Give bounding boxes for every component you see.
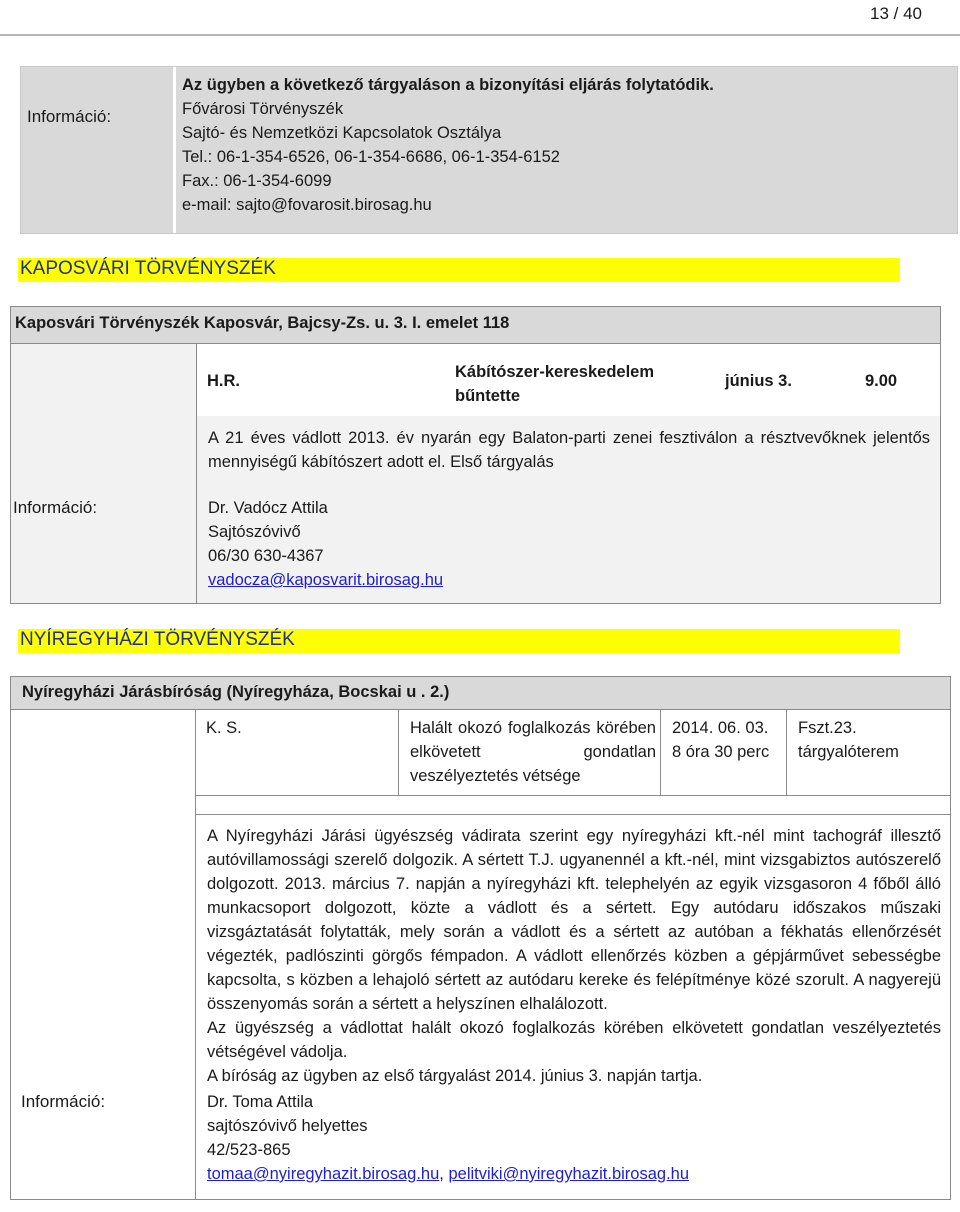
hearing-time: 8 óra 30 perc xyxy=(672,743,770,761)
info-content xyxy=(176,67,957,233)
press-office-line: Fővárosi Törvényszék xyxy=(182,100,344,118)
contact-email-link[interactable]: tomaa@nyiregyhazit.birosag.hu xyxy=(207,1165,440,1183)
defendant-initials: H.R. xyxy=(207,372,240,390)
press-office-line: Tel.: 06-1-354-6526, 06-1-354-6686, 06-1-354-6152 xyxy=(182,148,560,166)
info-block-1 xyxy=(20,66,958,234)
case-crime: Halált okozó foglalkozás körében elkövetett gondatlan veszélyeztetés vétsége xyxy=(410,719,656,785)
hearing-room: tárgyalóterem xyxy=(798,743,899,761)
info-heading: Az ügyben a következő tárgyaláson a bizonyítási eljárás folytatódik. xyxy=(182,76,714,94)
hearing-date: június 3. xyxy=(725,372,792,390)
info-label: Információ: xyxy=(21,1092,106,1111)
press-office-line: e-mail: sajto@fovarosit.birosag.hu xyxy=(182,196,432,214)
contact-role: sajtószóvivő helyettes xyxy=(207,1117,368,1135)
contact-email-link[interactable]: vadocza@kaposvarit.birosag.hu xyxy=(208,571,444,589)
contact-emails xyxy=(207,1162,937,1186)
description-paragraph: Az ügyészség a vádlottat halált okozó foglalkozás körében elkövetett gondatlan veszélyeztetés vétségével vádolja. xyxy=(207,1019,941,1061)
defendant-initials: K. S. xyxy=(206,719,242,737)
press-contact xyxy=(208,496,708,592)
case-crime: Kábítószer-kereskedelem bűntette xyxy=(455,363,655,405)
info-label: Információ: xyxy=(21,67,173,233)
description-paragraph: A bíróság az ügyben az első tárgyalást 2014. június 3. napján tartja. xyxy=(207,1067,703,1085)
case-description xyxy=(207,824,941,1088)
court-location: Kaposvári Törvényszék Kaposvár, Bajcsy-Zs. u. 3. I. emelet 118 xyxy=(10,306,941,344)
info-label: Információ: xyxy=(13,498,98,517)
case-table xyxy=(10,343,941,604)
cell-divider xyxy=(786,710,787,795)
contact-phone: 06/30 630-4367 xyxy=(208,547,324,565)
court-title: NYÍREGYHÁZI TÖRVÉNYSZÉK xyxy=(18,629,900,653)
court-location: Nyíregyházi Járásbíróság (Nyíregyháza, Bocskai u . 2.) xyxy=(10,676,951,710)
case-details xyxy=(197,344,940,416)
press-office-line: Fax.: 06-1-354-6099 xyxy=(182,172,332,190)
page-number: 13 / 40 xyxy=(870,4,922,23)
contact-phone: 42/523-865 xyxy=(207,1141,291,1159)
case-details xyxy=(196,710,950,795)
hearing-time: 9.00 xyxy=(865,372,898,390)
hearing-room: Fszt.23. xyxy=(798,719,857,737)
row-divider xyxy=(196,814,950,815)
description-paragraph: A Nyíregyházi Járási ügyészség vádirata szerint egy nyíregyházi kft.-nél mint tachográf illesztő autóvillamossági szerelő dolgozik. A sértett T.J. ugyanennél a kft.-nél, mint vizsgabiztos autószerelő dolgozott. 2013. március 7. napján a nyíregyházi kft. telephelyén az egyik vizsgasoron 4 főből álló munkacsoport dolgozott, közte a vádlott és a sértett. Egy autódaru időszakos műszaki vizsgáztatását folytatták, mely során a vádlott és a sértett az autóban a fékhatás ellenőrzését végezték, padlószinti görgős fémpadon. A vádlott ellenőrzés közben a gépjárművet sebességbe kapcsolta, s közben a lehajoló sértett az autódaru kereke és felépítménye közé szorult. A nagyerejü összenyomás során a sértett a helyszínen elhalálozott. xyxy=(207,827,941,1013)
hearing-date: 2014. 06. 03. xyxy=(672,719,769,737)
case-description: A 21 éves vádlott 2013. év nyarán egy Balaton-parti zenei fesztiválon a résztvevőknek jelentős mennyiségű kábítószert adott el. Első tárgyalás xyxy=(208,429,930,471)
contact-role: Sajtószóvivő xyxy=(208,523,301,541)
cell-divider xyxy=(660,710,661,795)
email-separator: , xyxy=(439,1165,449,1183)
row-divider xyxy=(196,795,950,796)
contact-email-link[interactable]: pelitviki@nyiregyhazit.birosag.hu xyxy=(448,1165,689,1183)
contact-name: Dr. Vadócz Attila xyxy=(208,499,328,517)
cell-divider xyxy=(398,710,399,795)
case-table xyxy=(10,709,951,1200)
header-rule xyxy=(0,34,960,36)
press-office-line: Sajtó- és Nemzetközi Kapcsolatok Osztálya xyxy=(182,124,502,142)
press-contact xyxy=(207,1090,937,1186)
court-title: KAPOSVÁRI TÖRVÉNYSZÉK xyxy=(18,258,900,282)
contact-name: Dr. Toma Attila xyxy=(207,1093,314,1111)
